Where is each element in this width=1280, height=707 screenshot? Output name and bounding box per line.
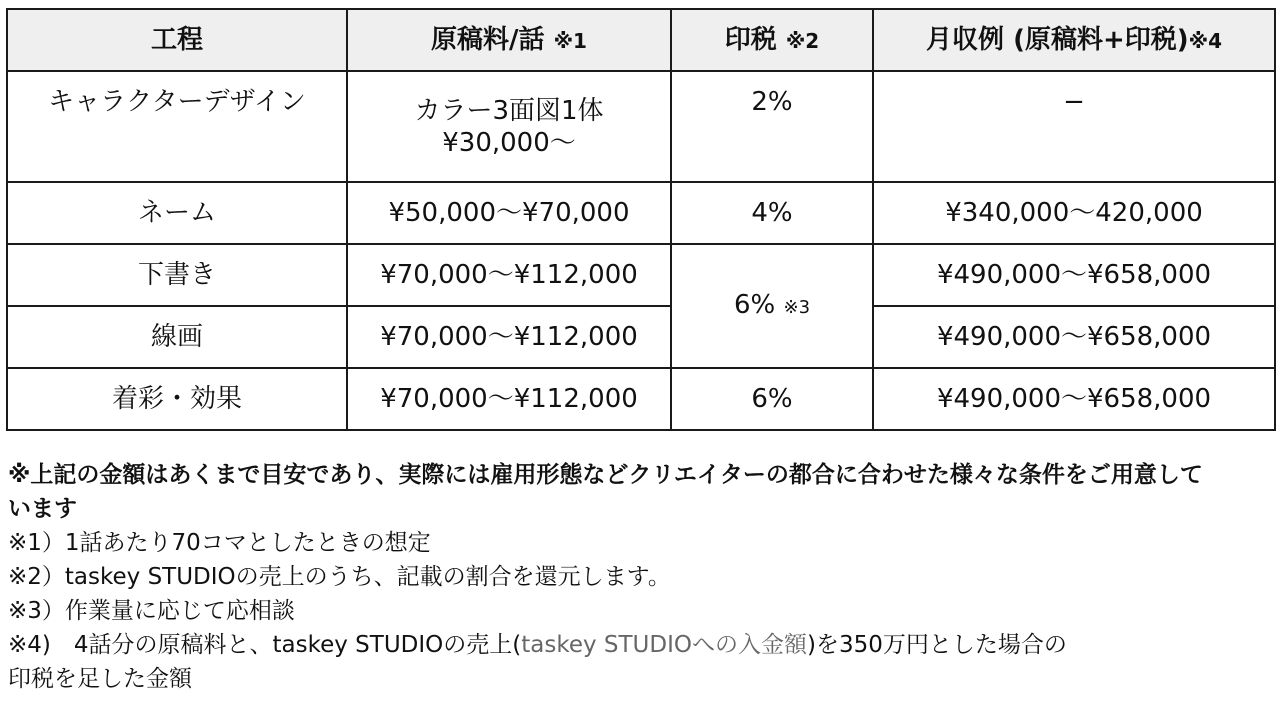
note-4-suffix: )を350万円とした場合の [806,632,1067,658]
cell-fee: ¥70,000〜¥112,000 [347,244,671,306]
note-3: ※3）作業量に応じて応相談 [8,598,295,624]
cell-process: 線画 [7,306,347,368]
header-process: 工程 [7,9,347,71]
cell-fee [347,71,671,182]
note-4-muted: taskey STUDIOへの入金額 [521,632,807,658]
table-row [7,244,1275,306]
header-monthly: 月収例 (原稿料+印税)※4 [873,9,1275,71]
header-royalty: 印税 ※2 [671,9,873,71]
notes-section [8,458,1270,696]
header-fee: 原稿料/話 ※1 [347,9,671,71]
cell-royalty: 4% [671,182,873,244]
cell-royalty-mark: ※3 [783,296,811,318]
cell-process: ネーム [7,182,347,244]
cell-process: 着彩・効果 [7,368,347,430]
cell-fee-line: ¥30,000〜 [442,127,576,158]
table-row [7,71,1275,182]
cell-process: キャラクターデザイン [7,71,347,182]
cell-royalty: 2% [671,71,873,182]
cell-monthly: ¥340,000〜420,000 [873,182,1275,244]
note-4-prefix: ※4) 4話分の原稿料と、taskey STUDIOの売上( [8,632,522,658]
cell-fee-line: カラー3面図1体 [414,95,604,126]
table-row [7,368,1275,430]
cell-fee: ¥70,000〜¥112,000 [347,306,671,368]
table-row [7,182,1275,244]
cell-fee: ¥70,000〜¥112,000 [347,368,671,430]
table-header-row [7,9,1275,71]
header-fee-mark: ※1 [553,28,587,53]
cell-monthly: ¥490,000〜¥658,000 [873,368,1275,430]
cell-fee: ¥50,000〜¥70,000 [347,182,671,244]
header-royalty-mark: ※2 [785,28,820,53]
cell-royalty-merged [671,244,873,368]
note-4-line2: 印税を足した金額 [8,666,192,692]
cell-process: 下書き [7,244,347,306]
note-2: ※2）taskey STUDIOの売上のうち、記載の割合を還元します。 [8,564,671,590]
cell-monthly: − [873,71,1275,182]
cell-monthly: ¥490,000〜¥658,000 [873,244,1275,306]
cell-royalty: 6% [671,368,873,430]
table-row [7,306,1275,368]
header-monthly-mark: ※4 [1188,28,1222,53]
note-4 [8,628,1270,662]
cell-royalty-value: 6% [733,289,776,320]
notes-lead: ※上記の金額はあくまで目安であり、実際には雇用形態などクリエイターの都合に合わせた様々な条件をご用意しています [8,462,1203,522]
note-1: ※1）1話あたり70コマとしたときの想定 [8,530,431,556]
rates-table [6,8,1276,431]
cell-monthly: ¥490,000〜¥658,000 [873,306,1275,368]
